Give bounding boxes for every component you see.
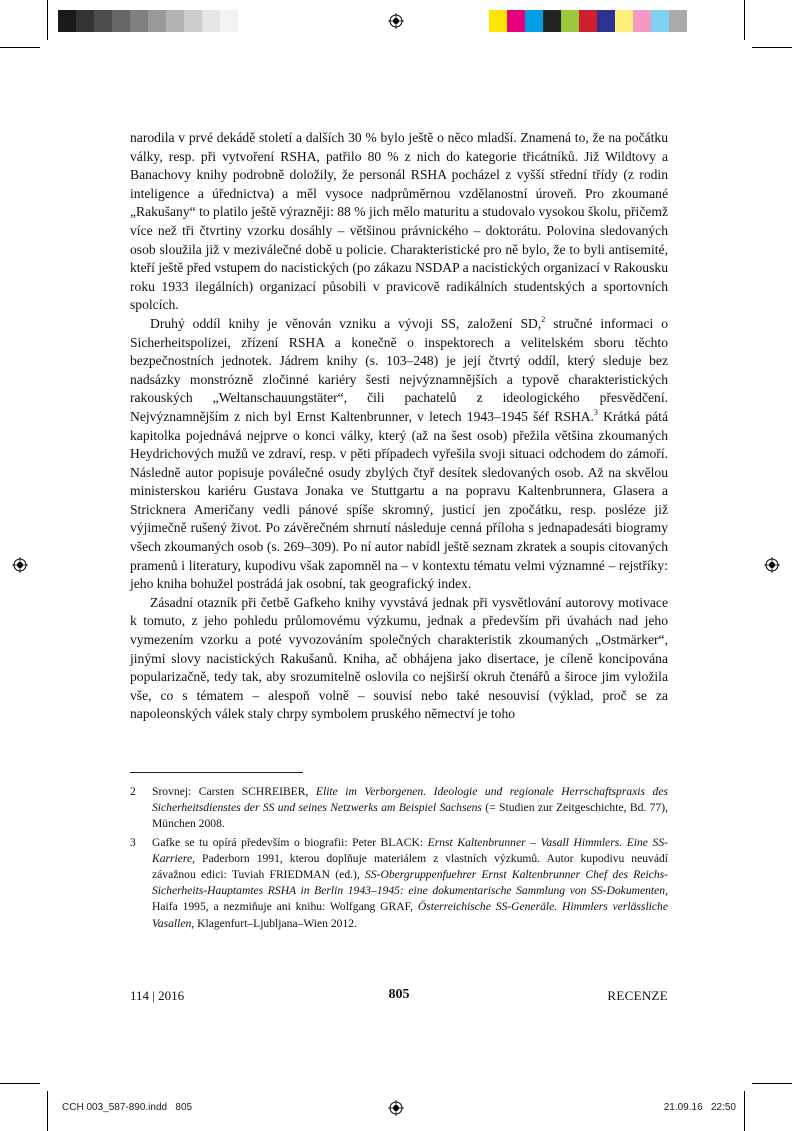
section-label: RECENZE xyxy=(607,988,668,1003)
page-number: 805 xyxy=(388,987,410,1002)
color-swatch xyxy=(238,10,256,32)
color-swatch xyxy=(633,10,651,32)
color-swatch xyxy=(597,10,615,32)
color-swatch xyxy=(94,10,112,32)
color-swatch xyxy=(489,10,507,32)
color-swatch xyxy=(202,10,220,32)
footnote-divider xyxy=(130,772,303,773)
crop-mark xyxy=(47,1091,48,1131)
cmyk-color-bar xyxy=(489,10,687,32)
crop-mark xyxy=(752,47,792,48)
crop-mark xyxy=(752,1083,792,1084)
color-swatch xyxy=(561,10,579,32)
color-swatch xyxy=(76,10,94,32)
color-swatch xyxy=(579,10,597,32)
registration-mark-icon xyxy=(764,557,780,573)
registration-mark-icon xyxy=(12,557,28,573)
crop-mark xyxy=(0,1083,40,1084)
color-swatch xyxy=(525,10,543,32)
grayscale-color-bar xyxy=(58,10,256,32)
registration-mark-icon xyxy=(388,13,404,29)
footnotes xyxy=(130,784,668,934)
print-slug-file: CCH 003_587-890.indd 805 xyxy=(62,1102,193,1113)
color-swatch xyxy=(669,10,687,32)
color-swatch xyxy=(543,10,561,32)
footnote-number: 2 xyxy=(130,785,136,798)
running-footer xyxy=(130,988,668,1008)
crop-mark xyxy=(0,47,40,48)
print-slug-date: 21.09.16 22:50 xyxy=(663,1102,736,1113)
footnote-2 xyxy=(130,784,668,833)
color-swatch xyxy=(166,10,184,32)
color-swatch xyxy=(112,10,130,32)
footnote-ref-2: 2 xyxy=(541,314,546,324)
footnote-number: 3 xyxy=(130,835,136,849)
crop-mark xyxy=(47,0,48,40)
footnote-ref-3: 3 xyxy=(593,407,598,417)
color-swatch xyxy=(184,10,202,32)
color-swatch xyxy=(58,10,76,32)
paragraph-2: Druhý oddíl knihy je věnován vzniku a vývoji SS, založení SD,$^2$ stručné informaci o Sicherheitspolizei, zřízení RSHA a konečně o inspektorech a velitelském sboru těchto bezpečnostních jednotek. Jádrem knihy (s. 103–248) je její čtvrtý oddíl, který sleduje bez nadsázky monstrózně zločinné kariéry šesti nejvýznamnějších a typově charakteristických rakouských „Weltanschauungstäter“, čili pachatelů z ideologického přesvědčení. Nejvýznamnějším z nich byl Ernst Kaltenbrunner, v letech 1943–1945 šéf RSHA.$^3$ Krátká pátá kapitolka pojednává nejprve o konci války, který (až na šest osob) přežila většina zkoumaných Heydrichových mužů ve zdraví, resp. v pěti případech vyřešila svoji situaci odchodem do zámoří. Následně autor popisuje poválečné osudy zbylých čtyř desítek sledovaných osob. Až na skvělou ministerskou kariéru Gustava Jonaka ve Stuttgartu a na popravu Kaltenbrunnera, Glasera a Stricknera Američany vedli pánové spíše skromný, justicí jen zpočátku, resp. posléze již výjimečně rušený život. Po závěrečném shrnutí následuje cenná příloha s jednapadesáti biogramy všech zkoumaných osob (s. 269–309). Po ní autor nabídl ještě seznam zkratek a soupis citovaných pramenů i literatury, kupodivu však zapomněl na – v kontextu tématu velmi významné – rejstříky: jeho kniha bohužel postrádá jak osobní, tak geografický index. xyxy=(130,314,668,592)
article-body xyxy=(130,129,668,724)
crop-mark xyxy=(744,1091,745,1131)
issue-label: 114 | 2016 xyxy=(130,988,185,1003)
color-swatch xyxy=(615,10,633,32)
crop-mark xyxy=(744,0,745,40)
color-swatch xyxy=(220,10,238,32)
color-swatch xyxy=(148,10,166,32)
color-swatch xyxy=(507,10,525,32)
color-swatch xyxy=(651,10,669,32)
registration-mark-icon xyxy=(388,1100,404,1116)
footnote-text: Gafke se tu opírá především o biografii: Peter BLACK: Ernst Kaltenbrunner – Vasall Himmlers. Eine SS-Karriere, Paderborn 1991, kterou doplňuje materiálem z vlastních výzkumů. Autor kupodivu neuvádí závažnou edici: Tuviah FRIEDMAN (ed.), SS-Obergruppenfuehrer Ernst Kaltenbrunner Chef des Reichs-Sicherheits-Hauptamtes RSHA in Berlin 1943–1945: eine dokumentarische Sammlung von SS-Dokumenten, Haifa 1995, a nezmiňuje ani knihu: Wolfgang GRAF, Österreichische SS-Generäle. Himmlers verlässliche Vasallen, Klagenfurt–Ljubljana–Wien 2012. xyxy=(152,835,669,930)
paragraph-1: narodila v prvé dekádě století a dalších 30 % bylo ještě o něco mladší. Znamená to, že na počátku války, resp. při vytvoření RSHA, patřilo 80 % z nich do kategorie třicátníků. Již Wildtovy a Banachovy knihy podrobně doložily, že personál RSHA pocházel z vyšší střední třídy (z rodin inteligence a úřednictva) a měl vysoce nadprůměrnou vzdělanostní úroveň. Pro zkoumané „Rakušany“ to platilo ještě výrazněji: 88 % jich mělo maturitu a studovalo vysokou školu, přičemž více než tři čtvrtiny vzorku dosáhly – většinou právnického – doktorátu. Polovina sledovaných osob sloužila již v meziválečné době u policie. Charakteristické pro ně bylo, že to byli antisemité, kteří ještě před vstupem do nacistických (po zákazu NSDAP a nacistických organizací v Rakousku roku 1933 ilegálních) organizací působili v pravicově radikálních studentských a sportovních spolcích. xyxy=(130,130,668,313)
footnote-text: Srovnej: Carsten SCHREIBER, Elite im Verborgenen. Ideologie und regionale Herrschaftspraxis des Sicherheitsdienstes der SS und seines Netzwerks am Beispiel Sachsens (= Studien zur Zeitgeschichte, Bd. 77), München 2008. xyxy=(152,785,668,831)
color-swatch xyxy=(130,10,148,32)
paragraph-3: Zásadní otazník při četbě Gafkeho knihy vyvstává jednak při vysvětlování autorovy motivace k tomuto, z jeho pohledu průlomovému výzkumu, jednak a především při úvahách nad jeho vymezením vzorku a poté vyvozováním společných charakteristik zkoumaných „Ostmärker“, jinými slovy nacistických Rakušanů. Kniha, ač obhájena jako disertace, je cíleně koncipována popularizačně, tedy tak, aby srozumitelně oslovila co nejširší okruh čtenářů a široce jim vyložila vše, co s tématem – alespoň volně – souvisí nebo také nesouvisí (výklad, proč se za napoleonských válek staly chrpy symbolem pruského němectví je toho xyxy=(130,594,668,722)
footnote-3 xyxy=(130,835,668,932)
